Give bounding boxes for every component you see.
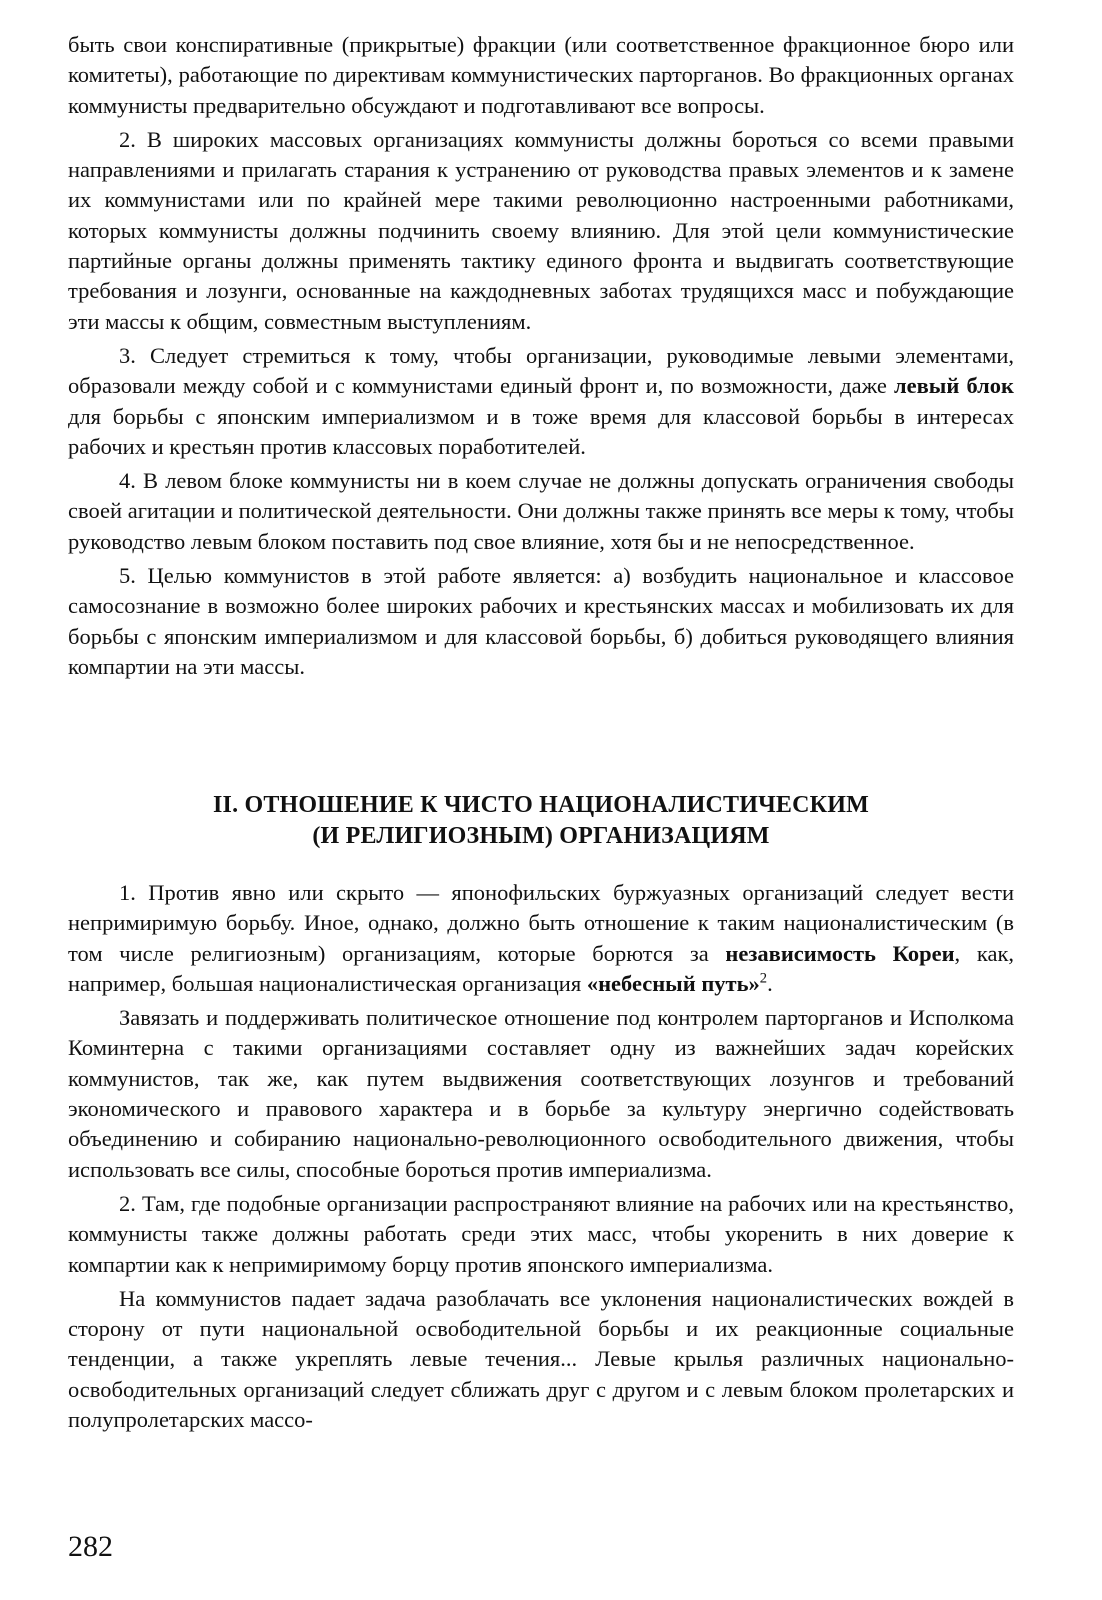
p3-text-after: для борьбы с японским империализмом и в тоже время для классовой борьбы в интересах рабочих и крестьян против классовых поработителей. bbox=[68, 403, 1014, 459]
upper-text-block bbox=[68, 30, 1014, 682]
s1-text-end: . bbox=[767, 970, 773, 996]
paragraph-point-3 bbox=[68, 341, 1014, 462]
p3-text-before: 3. Следует стремиться к тому, чтобы организации, руководимые левыми элементами, образовали между собой и с коммунистами единый фронт и, по возможности, даже bbox=[68, 342, 1014, 399]
footnote-marker: 2 bbox=[759, 970, 768, 987]
section-heading-line-1: II. ОТНОШЕНИЕ К ЧИСТО НАЦИОНАЛИСТИЧЕСКИМ bbox=[212, 792, 869, 818]
section-point-1-continued: Завязать и поддерживать политическое отношение под контролем парторганов и Исполкома Коминтерна с такими организациями составляет одну из важнейших задач корейских коммунистов, так же, как путем выдвижения соответствующих лозунгов и требований экономического и правового характера и в борьбе за культуру энергично содействовать объединению и собиранию национально-революционного освободительного движения, чтобы использовать все силы, способные бороться против империализма. bbox=[68, 1005, 1014, 1182]
s1-text-before: 1. Против явно или скрыто — японофильских буржуазных организаций следует вести непримиримую борьбу. Иное, однако, должно быть отношение к таким националистическим (в том числе религиозным) организациям, которые борются за bbox=[68, 880, 1014, 966]
heavenly-way-emphasis: «небесный путь» bbox=[586, 970, 760, 996]
section-point-2: 2. Там, где подобные организации распространяют влияние на рабочих или на крестьянство, коммунисты также должны работать среди этих масс, чтобы укоренить в них доверие к компартии как к непримиримому борцу против японского империализма. bbox=[68, 1190, 1014, 1277]
lower-text-block bbox=[68, 878, 1014, 1435]
s1-text-middle: , как, например, большая националистическая организация bbox=[68, 940, 1014, 996]
paragraph-point-2: 2. В широких массовых организациях коммунисты должны бороться со всеми правыми направлениями и прилагать старания к устранению от руководства правых элементов и к замене их коммунистами или по крайней мере такими революционно настроенными работниками, которых коммунисты должны подчинить своему влиянию. Для этой цели коммунистические партийные органы должны применять тактику единого фронта и выдвигать соответствующие требования и лозунги, основанные на каждодневных заботах трудящихся масс и побуждающие эти массы к общим, совместным выступлениям. bbox=[68, 126, 1014, 334]
paragraph-point-5: 5. Целью коммунистов в этой работе является: а) возбудить национальное и классовое самосознание в возможно более широких рабочих и крестьянских массах и мобилизовать их для борьбы с японским империализмом и для классовой борьбы, б) добиться руководящего влияния компартии на эти массы. bbox=[68, 563, 1014, 679]
korea-independence-emphasis: независимость Кореи bbox=[725, 940, 955, 966]
section-heading-line-2: (И РЕЛИГИОЗНЫМ) ОРГАНИЗАЦИЯМ bbox=[312, 823, 770, 849]
paragraph-point-4: 4. В левом блоке коммунисты ни в коем случае не должны допускать ограничения свободы своей агитации и политической деятельности. Они должны также принять все меры к тому, чтобы руководство левым блоком поставить под свое влияние, хотя бы и не непосредственное. bbox=[68, 468, 1014, 554]
paragraph-continuation: быть свои конспиративные (прикрытые) фракции (или соответственное фракционное бюро или комитеты), работающие по директивам коммунистических парторганов. Во фракционных органах коммунисты предварительно обсуждают и подготавливают все вопросы. bbox=[68, 32, 1014, 118]
page-number: 282 bbox=[68, 1530, 113, 1563]
section-point-2-continued: На коммунистов падает задача разоблачать все уклонения националистических вождей в сторону от пути национальной освободительной борьбы и их реакционные социальные тенденции, а также укреплять левые течения... Левые крылья различных национально-освободительных организаций следует сближать друг с другом и с левым блоком пролетарских и полупролетарских массо- bbox=[68, 1285, 1014, 1433]
left-bloc-emphasis: левый блок bbox=[894, 373, 1014, 399]
section-heading bbox=[68, 790, 1014, 852]
section-point-1 bbox=[68, 878, 1014, 999]
